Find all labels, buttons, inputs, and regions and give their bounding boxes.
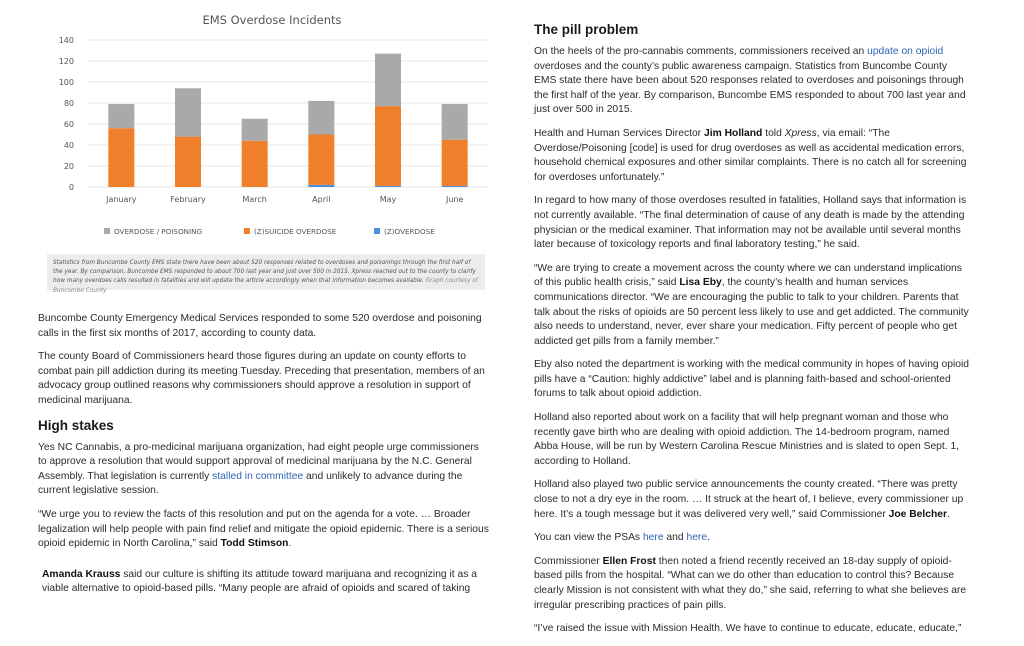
paragraph — [534, 262, 972, 350]
legend-swatch — [104, 228, 110, 234]
y-tick-label: 140 — [58, 36, 74, 45]
bar-segment — [375, 186, 401, 187]
text: Holland also played two public service announcements the county created. “There was pretty close to not a dry eye in the room. … It struck at the heart of, I believe, every commissioner up here. It’s a tough message but it was delivered very well,” said Commissioner — [534, 479, 964, 520]
text: Health and Human Services Director — [534, 127, 704, 139]
legend-label: (Z)OVERDOSE — [384, 227, 435, 236]
text: “We urge you to review the facts of this resolution and put on the agenda for a vote. … Broader legalization will help people with pain find relief and mitigate the opioid epidemic. There is a serious opioid epidemic in North Carolina,” said — [38, 508, 489, 550]
paragraph: “I’ve raised the issue with Mission Health. We have to continue to educate, educate, educate,” — [534, 623, 962, 635]
paragraph: Holland also reported about work on a facility that will help pregnant woman and those who recently gave birth who are dealing with opioid addiction. The 14-bedroom program, named Abba House, will be run by Western Carolina Rescue Ministries and is slated to open Sept. 1, according to Holland. — [534, 412, 960, 467]
bar-segment — [375, 54, 401, 107]
text: and — [663, 532, 687, 544]
legend-swatch — [374, 228, 380, 234]
publication-name: Xpress — [784, 127, 817, 139]
x-tick-label: March — [242, 195, 267, 204]
y-tick-label: 40 — [63, 141, 74, 150]
text: , the county’s health and human services communications director. “We are encouraging the public to talk to your children. Parents that talk about the risks of opioids are 50 percent less likely to use and get addicted. The community also needs to understand, never, ever share your medication. Fifty percent of people who get addicted get pills from a family member.” — [534, 277, 969, 347]
text: . — [947, 508, 950, 520]
paragraph — [534, 45, 972, 118]
bar-segment — [442, 104, 468, 140]
update-on-opioid-link[interactable]: update on opioid — [867, 46, 944, 57]
section-heading-pill-problem: The pill problem — [534, 22, 639, 37]
right-article-text — [534, 22, 972, 646]
x-tick-label: April — [312, 195, 331, 204]
bar-segment — [108, 104, 134, 128]
legend-label: OVERDOSE / POISONING — [114, 227, 203, 236]
text: overdoses and the county’s public awareness campaign. Statistics from Buncombe County EMS state there have been about 520 responses related to overdoses and poisonings through the first half of the year. By comparison, Buncombe EMS responded to about 700 last year and just over 500 in 2015. — [534, 60, 966, 116]
speaker-name: Lisa Eby — [679, 277, 722, 289]
paragraph: Buncombe County Emergency Medical Services responded to some 520 overdose and poisoning calls in the first six months of 2017, according to county data. — [38, 313, 482, 339]
text: said our culture is shifting its attitude toward marijuana and recognizing it as a viable alternative to opioid-based pills. “Many people are afraid of opioids and scared of taking — [42, 568, 477, 595]
legend-label: (Z)SUICIDE OVERDOSE — [254, 227, 337, 236]
speaker-name: Ellen Frost — [602, 555, 656, 567]
bar-segment — [308, 101, 334, 135]
paragraph — [38, 508, 490, 552]
paragraph — [534, 555, 972, 613]
psa-link-1[interactable]: here — [642, 532, 664, 544]
bar-segment — [242, 119, 268, 141]
left-article-text — [38, 312, 490, 606]
stalled-in-committee-link[interactable]: stalled in committee — [212, 470, 304, 482]
section-heading-high-stakes: High stakes — [38, 417, 114, 433]
speaker-name: Joe Belcher — [888, 508, 948, 520]
paragraph: In regard to how many of those overdoses resulted in fatalities, Holland says that information is not currently available. “The final determination of cause of any death is made by the attending physician or the medical examiner. That information may not be available until several months later because of toxicology reports and final laboratory testing,” he said. — [534, 195, 967, 251]
y-tick-label: 0 — [68, 183, 74, 192]
text: Yes NC Cannabis, a pro-medicinal marijuana organization, had eight people urge commissioners to approve a resolution that would support approval of medicinal marijuana by the N.C. General Assembly. That legislation is currently — [38, 441, 479, 482]
bar-segment — [442, 140, 468, 186]
y-tick-label: 60 — [63, 120, 74, 129]
ems-overdose-chart — [38, 8, 490, 248]
paragraph: The county Board of Commissioners heard those figures during an update on county efforts to combat pain pill addiction during its meeting Tuesday. Preceding that presentation, members of an advocacy group outlined reasons why commissioners should approve a resolution in support of medicinal marijuana. — [38, 351, 485, 406]
y-tick-label: 120 — [58, 57, 74, 66]
y-tick-label: 100 — [58, 78, 74, 87]
speaker-name: Amanda Krauss — [42, 568, 121, 580]
psa-link-2[interactable]: here — [686, 532, 708, 544]
text: . — [288, 538, 292, 550]
caption-credit: Graph courtesy of Buncombe County — [53, 278, 478, 294]
text: On the heels of the pro-cannabis comments, commissioners received an — [534, 46, 868, 57]
x-tick-label: June — [445, 195, 464, 204]
bar-segment — [442, 186, 468, 187]
bar-segment — [375, 106, 401, 186]
legend-swatch — [244, 228, 250, 234]
bar-segment — [308, 135, 334, 185]
bar-segment — [175, 137, 201, 187]
bar-segment — [175, 88, 201, 136]
y-tick-label: 20 — [63, 162, 74, 171]
y-tick-label: 80 — [63, 99, 74, 108]
paragraph: Eby also noted the department is working with the medical community in hopes of having opioid pills have a “Caution: highly addictive” label and is planning faith-based and school-oriented forums to talk about opioid addiction. — [534, 359, 969, 400]
paragraph — [534, 478, 972, 522]
x-tick-label: May — [379, 195, 397, 204]
speaker-name: Todd Stimson — [220, 538, 289, 550]
x-tick-label: January — [106, 195, 137, 204]
text: . — [707, 532, 710, 544]
text: “We are trying to create a movement across the county where we can understand implications of this public health crisis,” said — [534, 262, 962, 289]
chart-svg — [38, 8, 490, 248]
paragraph — [38, 568, 490, 597]
speaker-name: Jim Holland — [703, 127, 763, 139]
bar-segment — [308, 185, 334, 187]
text: , via email: “The Overdose/Poisoning [code] is used for drug overdoses as well as accidental medication errors, household chemical exposures and other similar complaints. There is no catch all for screening for overdoses unfortunately.” — [534, 127, 967, 183]
chart-title: EMS Overdose Incidents — [202, 13, 342, 27]
paragraph — [38, 441, 490, 499]
paragraph — [534, 127, 972, 185]
chart-caption — [47, 254, 485, 294]
x-tick-label: February — [170, 195, 206, 204]
bar-segment — [242, 141, 268, 187]
paragraph — [534, 531, 972, 546]
text: You can view the PSAs — [534, 532, 643, 544]
bar-segment — [108, 128, 134, 187]
text: then noted a friend recently received an 18-day supply of opioid-based pills from the hospital. “What can we do other than education to control this? Because clearly Mission is not consistent with what they do,” she said, referring to what she believes are irregular prescribing practices of pain pills. — [534, 555, 967, 611]
text: Commissioner — [534, 555, 603, 567]
text: and unlikely to advance during the current legislative session. — [38, 470, 463, 497]
caption-text: Statistics from Buncombe County EMS state there have been about 520 responses related to overdoses and poisonings through the first half of the year. By comparison, Buncombe EMS responded to about 700 last year and just over 500 in 2015. Xpress reached out to the county to clarify how many overdoes calls resulted in fatalities and will update the article accordingly when that information becomes available. — [53, 260, 476, 285]
text: told — [762, 127, 785, 139]
